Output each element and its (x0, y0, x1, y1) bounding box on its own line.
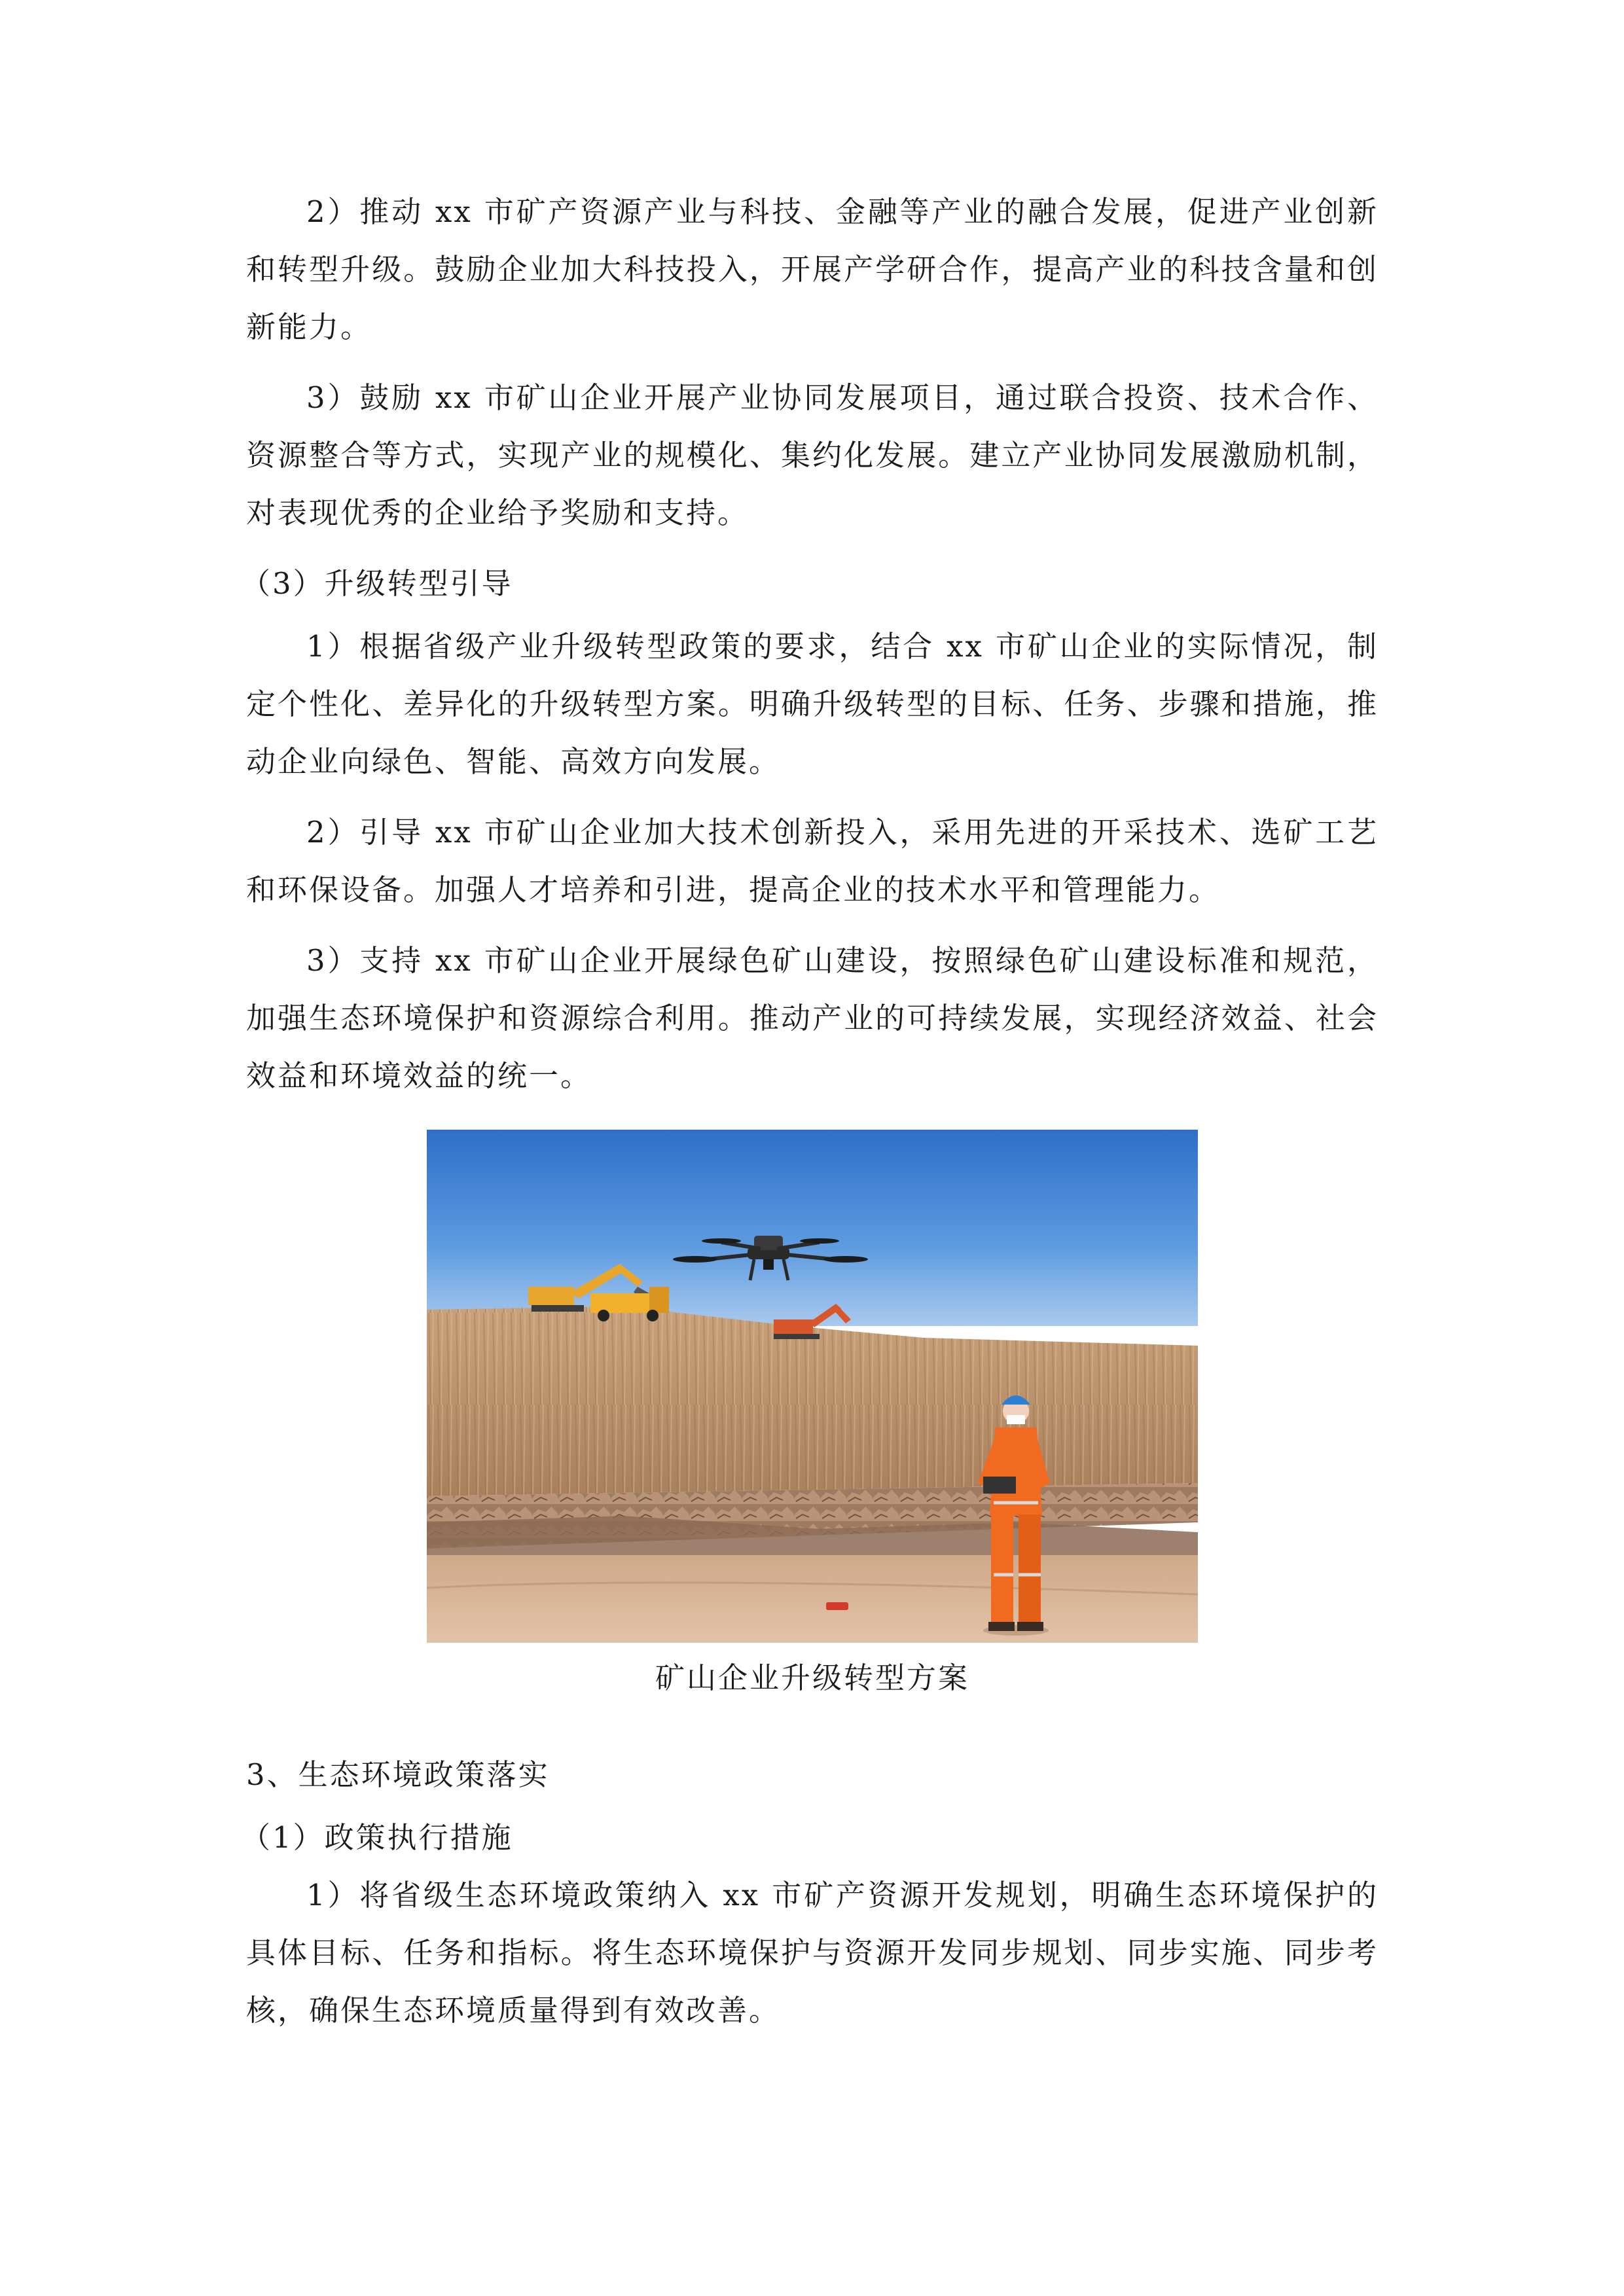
paragraph-tech-innovation: 2）引导 xx 市矿山企业加大技术创新投入，采用先进的开采技术、选矿工艺和环保设备。加强人才培养和引进，提高企业的技术水平和管理能力。 (246, 815, 1379, 907)
paragraph-industry-fusion: 2）推动 xx 市矿产资源产业与科技、金融等产业的融合发展，促进产业创新和转型升级。鼓励企业加大科技投入，开展产学研合作，提高产业的科技含量和创新能力。 (246, 194, 1379, 344)
red-case-icon (826, 1602, 848, 1610)
paragraph-green-mine: 3）支持 xx 市矿山企业开展绿色矿山建设，按照绿色矿山建设标准和规范，加强生态环境保护和资源综合利用。推动产业的可持续发展，实现经济效益、社会效益和环境效益的统一。 (246, 943, 1379, 1093)
ground (427, 1555, 1198, 1643)
section-heading-upgrade: （3）升级转型引导 (241, 566, 513, 601)
section-heading-eco: 3、生态环境政策落实 (246, 1757, 550, 1792)
figure (246, 1130, 1379, 1707)
paragraph-upgrade-plan: 1）根据省级产业升级转型政策的要求，结合 xx 市矿山企业的实际情况，制定个性化、差异化的升级转型方案。明确升级转型的目标、任务、步骤和措施，推动企业向绿色、智能、高效方向发展。 (246, 629, 1379, 779)
paragraph-industry-collaboration: 3）鼓励 xx 市矿山企业开展产业协同发展项目，通过联合投资、技术合作、资源整合等方式，实现产业的规模化、集约化发展。建立产业协同发展激励机制，对表现优秀的企业给予奖励和支持。 (246, 380, 1379, 530)
subheading-policy-measures: （1）政策执行措施 (241, 1820, 513, 1855)
figure-caption: 矿山企业升级转型方案 (655, 1660, 969, 1695)
document-body (241, 183, 1379, 2053)
mine-drone-photo (427, 1130, 1198, 1643)
paragraph-eco-policy: 1）将省级生态环境政策纳入 xx 市矿产资源开发规划，明确生态环境保护的具体目标、任务和指标。将生态环境保护与资源开发同步规划、同步实施、同步考核，确保生态环境质量得到有效改善。 (246, 1878, 1379, 2028)
